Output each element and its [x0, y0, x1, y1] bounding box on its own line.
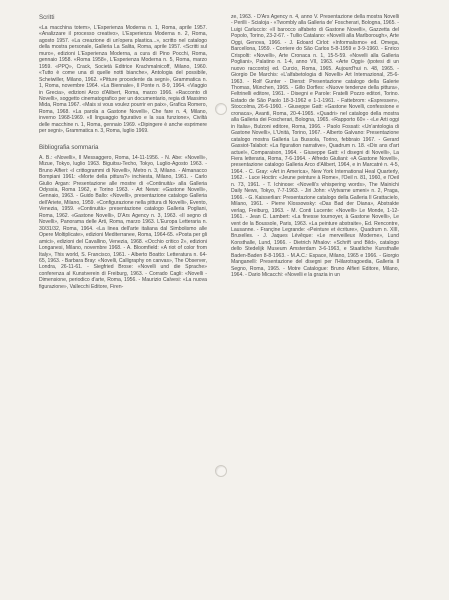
binder-hole-top	[215, 103, 227, 115]
bibliography-heading: Bibliografia sommaria	[39, 143, 99, 151]
bibliography-list: A. B.: «Novelli», Il Messaggero, Roma, 14-11-1956. - N. Abe: «Novelli», Mizue, Tokyo, luglio 1963. Biguitsu-Techo, Tokyo, Luglio-Agosto 1963. - Bruno Alfieri: «I crittogrammi di Novelli», Metro n. 3, Milano. - Almanacco Bompiani 1961: «Morte della pittura?» inchiesta, Milano, 1961. - Carlo Giulio Argan: Presentazione alle mostre di «Continuità» alla Galleria Odyssia, Roma 1962, e Torino 1963. - Art News: «Gastone Novelli», Gennaio, 1963. - Guido Ballo: «Novelli», presentazione catalogo Galleria dell'Ariete, Milano, 1959. «Configurazione nella pittura di Novelli», Evento, Venezia, 1959. «Continuità» presentazione catalogo Galleria Pogliani, Roma, 1962. «Gastone Novelli», D'Ars Agency n. 3, 1963. «Il segno di Novelli», Panorama delle Arti, Roma, marzo 1963. L'Europa Letteraria n. 30/31/32, Roma, 1964. «La linea dell'arte italiana dal Simbolismo alle Opere Moltiplicate», edizioni Mediterranee, Roma, 1964-65. «Posta per gli amici», edizioni del Cavallino, Venezia, 1968. «Occhio critico 2», edizioni Longanesi, Milano, novembre 1968. - A. Bloomfield: «A riot of color from Italy», This world, S. Francisco, 1961. - Alberto Boatto: Letteratura n. 64-65, 1963. - Barbara Bray: «Novelli, Calligraphy on canvas», The Observer, Londra, 26-11-61. - Siegfried Brose: «Novelli und die Sprache» conferenza al Kunstverein di Freiburg, 1963. - Corrado Cagli: «Novelli - Dimensione, periodico d'arte, Roma, 1956. - Maurizio Calvesi: «La nuova figurazione», Vallecchi Editore, Firen-	[39, 154, 207, 290]
right-column	[231, 14, 399, 279]
bibliography-continued: ze, 1963. - D'Ars Agency n. 4, anno V. Presentazione della mostra Novelli - Perilli - Scialoja - «Twombly alla Galleria de' Foscherari, Bologna, 1965. - Luigi Carluccio: «Il barocco alfabeto di Gastone Novelli», Gazzetta del Popolo, Torino, 23-2-67. - Tullio Catalano: «Novelli alla Marlborough», Arte Oggi, Genova, 1966. - J. Edoard Cirlot: «Informalismo» ed. Omega, Barcellona, 1959. - Corriere do São Carlos 5-8-1959 e 3-9-1960. - Enrico Crispolti: «Novelli», Arte Cronaca n. 1, 15-5-59. «Novelli alla Galleria Pogliani», Palatino n. 1-4, anno VII, 1963. «Arte Oggi» (ipotesi di un nuovo racconto) ed. Curcio, Roma, 1965. Aujourd'hui n. 48, 1965. - Giorgio De Marchis: «L'alfabetologia di Novelli» Art Internazional, 25-6-1963. - Rolf Gunter - Dienst: Presentazione catalogo della Galerie Thomas, München, 1965. - Gillo Dorfles: «Nuove tendenze della pittura», Feltrinelli editore, 1961. - Disegni e Parole: Fratelli Pozzo editori, Torino. Estado de São Paolo 18-3-1962 e 1-1-1961. - Fattebrom: «Espressen», Stoccolma, 26-6-1960. - Giuseppe Gatt: «Gastone Novelli, confessione e cronaca», Avanti, Roma, 20-4-1965. «Quadri» nel catalogo della mostra alla Galleria dei Foscherari, Bologna, 1965. «Rapporto 60» - «Le Arti oggi in Italia», Bulzoni editore, Roma, 1966. - Paolo Fossati: «Un'antologia di Gastone Novelli», L'Unità, Torino, 1967. - Alberto Galvano: Presentazione catalogo mostra Galleria La Bussola, Torino, febbraio 1967. - Gerard Gassiot-Talabot: «La figuration narrative», Quadrum n. 18. «Dix ans d'art actuel», Comparaison, 1964. - Giuseppe Gatt: «I disegni di Novelli», La Fiera letteraria, Roma, 7-6-1964. - Alfredo Giuliani: «A Gastone Novelli», presentazione catalogo Galleria Arco d'Alibert, 1964, e in Marcatré n. 4-5, 1964. - C. Gray: «Art in America», New York International Heal Quarterly, 1962. - Luce Hoctin: «Jeune peinture à Rome», l'Oeil n. 81, 1960, e l'Oeil n. 73, 1961. - T. Ichinose: «Novelli's whispering words», The Mainichi Daily News, Tokyo, 7-7-1963. - Jiri John: «Vytvarne umeni» n. 2, Praga, 1966. - G. Kaisserlian: Presentazione catalogo della Galleria Il Grattacielo, Milano, 1961. - Pierre Klossowsky: «Das Bad der Diana», Abstrakte verlag, Freiburg, 1963. - M. Conti Lucente: «Novelli» Le Monde, 1-12-1961. - Jean C. Lambert: «La finesse tournoyer, à Gastone Novelli», Le vent de la Boussole, Paris, 1963. «La peinture abstraite», Ed. Rencontre, Lausanne. - Françine Legrande: «Peinture et écriture», Quadrum n. XIII, Bruxelles. - J. Jaques Lévêque: «Le merveilleux Moderne», Lund Konsthalle, Lund, 1966. - Dietrich Mhalov: «Schrift und Bild», catalogo dello Stedelijk Museum Amsterdam 3-6-1963, e Staatliche Kunsthalle Baden-Baden 8-8-1963. - M.A.C.: Espace, Milano, 1965 e 1966. - Giorgio Manganelli: Presentazione del disegni per l'Hilarotragoedia, Galleria Il Segno, Roma, 1965. - Motre Catalogue: Bruno Alfieri Editore, Milano, 1964. - Dario Micacchi: «Novelli e la grazia in un	[231, 14, 399, 279]
writings-list: «La macchina totem», L'Esperienza Moderna n. 1, Roma, aprile 1957. «Analizzare il processo creativo», L'Esperienza Moderna n. 2, Roma, agosto 1957. «La creazione di un'opera plastica...», scritto nel catalogo della mostra personale, Galleria La Salita, Roma, aprile 1957. «Scritti sul muro», edizioni L'Esperienza Moderna, a cura di Pino Pocchi, Roma, gennaio 1958. «Roma 1958», L'Esperienza Moderna n. 5, Roma, marzo 1959. «PPQ», Crack, Società Editrice Krachmalnicoff, Milano, 1960. «Tutto è come una di quelle notti bianche», Antologia del possibile, Scheiwiller, Milano, 1962. «Pitture procedente da segni», Grammatica n. 1, Roma, novembre 1964. «La Biennale», Il Ponte n. 8-9, 1964. «Viaggio in Grecia», edizioni Arco d'Alibert, Roma, marzo 1966. «Racconto di Novelli», soggetto cinematografico per un documentario, regia di Massimo Mida, Roma 1967. «Mais si vous voulez pourrir en paix», Grafica Romero, Roma, 1968. «La parola a Gastone Novelli», Che fare n. 4, Milano, inverno 1968-1969. «Il linguaggio figurativo e la sua funzione», Civiltà delle macchine n. 1, Roma, gennaio 1969. «Dipingere è anche esprimere per segni», Grammatica n. 3, Roma, luglio 1969.	[39, 25, 207, 135]
writings-heading: Scritti	[39, 14, 55, 21]
left-column	[39, 14, 207, 290]
binder-hole-bottom	[215, 465, 227, 477]
